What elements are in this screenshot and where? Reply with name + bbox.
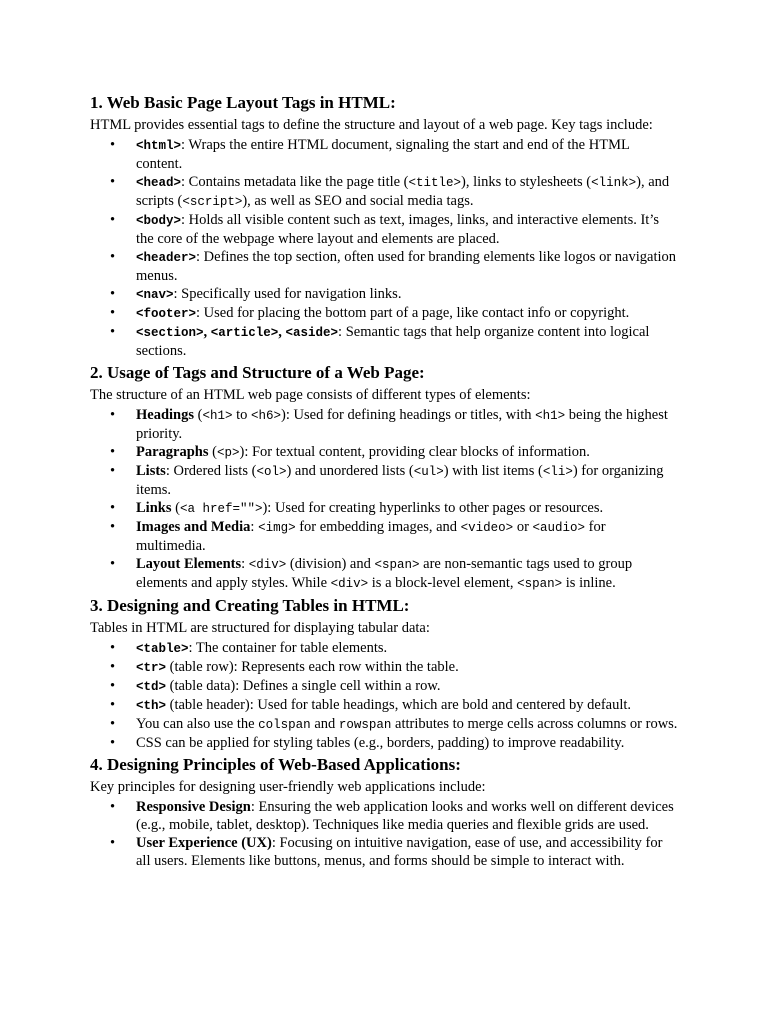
list-item	[136, 248, 678, 285]
code-text: <a href="">	[179, 502, 263, 516]
section-heading: 1. Web Basic Page Layout Tags in HTML:	[90, 93, 396, 112]
code-text: <footer>	[136, 307, 197, 321]
item-text: ), as well as SEO and social media tags.	[242, 193, 474, 209]
item-text: : Focusing on intuitive navigation, ease of use, and accessibility for all users. Elements like buttons, menus, and forms should be simple to interact with.	[136, 835, 663, 869]
item-text: CSS can be applied for styling tables (e.g., borders, padding) to improve readability.	[136, 735, 625, 751]
bold-text: Responsive Design	[136, 799, 251, 815]
item-text: :	[250, 519, 259, 535]
item-text: or	[513, 519, 533, 535]
section-heading: 4. Designing Principles of Web-Based Applications:	[90, 755, 461, 774]
item-text: : Contains metadata like the page title (	[181, 174, 409, 190]
bullet-list	[90, 136, 678, 360]
list-item	[136, 136, 678, 173]
item-text: ), links to stylesheets (	[461, 174, 592, 190]
list-item	[136, 798, 678, 834]
code-text: <th>	[136, 699, 167, 713]
list-item	[136, 734, 678, 752]
bold-text: Layout Elements	[136, 556, 242, 572]
list-item	[136, 323, 678, 360]
item-text: ): Used for defining headings or titles, with	[281, 407, 536, 423]
code-text: <aside>	[285, 326, 339, 340]
code-text: <h1>	[535, 409, 566, 423]
item-text: : Ensuring the web application looks and works well on different devices (e.g., mobile, tablet, desktop). Techniques like media queries and flexible grids are used.	[136, 799, 674, 833]
item-text: ), and scripts (	[136, 174, 670, 209]
item-text: is inline.	[562, 575, 616, 591]
list-item	[136, 211, 678, 248]
code-text: <article>	[210, 326, 279, 340]
item-text: (table data): Defines a single cell within a row.	[166, 678, 441, 694]
section-2	[90, 362, 678, 593]
item-text: (	[171, 500, 180, 516]
item-text: are non-semantic tags used to group elements and apply styles. While	[136, 556, 633, 591]
section-4	[90, 754, 678, 870]
code-text: <body>	[136, 214, 182, 228]
item-text: : Ordered lists (	[165, 463, 257, 479]
list-item	[136, 406, 678, 443]
code-text: <td>	[136, 680, 167, 694]
item-text: (division) and	[286, 556, 375, 572]
item-text: : Specifically used for navigation links.	[173, 286, 402, 302]
section-intro: Key principles for designing user-friendly web applications include:	[90, 779, 486, 795]
code-text: <img>	[258, 521, 296, 535]
code-text: <div>	[330, 577, 369, 591]
bold-text: ,	[203, 324, 211, 340]
section-3	[90, 595, 678, 752]
list-item	[136, 834, 678, 870]
code-text: <header>	[136, 251, 197, 265]
list-item	[136, 555, 678, 593]
bold-text: Headings	[136, 407, 195, 423]
item-text: ) and unordered lists (	[286, 463, 414, 479]
code-text: rowspan	[338, 718, 392, 732]
item-text: ): Used for creating hyperlinks to other pages or resources.	[262, 500, 604, 516]
code-text: <section>	[136, 326, 204, 340]
item-text: (table header): Used for table headings, which are bold and centered by default.	[166, 697, 632, 713]
list-item	[136, 499, 678, 518]
item-text: (	[194, 407, 203, 423]
code-text: <html>	[136, 139, 182, 153]
item-text: is a block-level element,	[368, 575, 518, 591]
code-text: <p>	[216, 446, 240, 460]
item-text: You can also use the	[136, 716, 259, 732]
list-item	[136, 639, 678, 658]
bold-text: Paragraphs	[136, 444, 209, 460]
code-text: <li>	[542, 465, 573, 479]
section-intro: The structure of an HTML web page consists of different types of elements:	[90, 387, 531, 403]
list-item	[136, 304, 678, 323]
code-text: <video>	[460, 521, 514, 535]
bullet-list	[90, 406, 678, 593]
item-text: for embedding images, and	[295, 519, 461, 535]
list-item	[136, 443, 678, 462]
bullet-list	[90, 798, 678, 870]
item-text: : Used for placing the bottom part of a page, like contact info or copyright.	[196, 305, 630, 321]
item-text: : Holds all visible content such as text, images, links, and interactive elements. It’s the core of the webpage where layout and elements are placed.	[136, 212, 660, 247]
bullet-list	[90, 639, 678, 752]
section-heading: 3. Designing and Creating Tables in HTML:	[90, 596, 410, 615]
code-text: colspan	[258, 718, 311, 732]
bold-text: ,	[278, 324, 286, 340]
item-text: for multimedia.	[136, 519, 606, 554]
code-text: <h6>	[251, 409, 282, 423]
item-text: ) for organizing items.	[136, 463, 664, 498]
item-text: (table row): Represents each row within the table.	[166, 659, 459, 675]
code-text: <ol>	[256, 465, 287, 479]
code-text: <h1>	[202, 409, 233, 423]
item-text: (	[208, 444, 217, 460]
list-item	[136, 285, 678, 304]
code-text: <script>	[182, 195, 243, 209]
code-text: <div>	[248, 558, 287, 572]
code-text: <link>	[591, 176, 637, 190]
bold-text: User Experience (UX)	[136, 835, 272, 851]
bold-text: Lists	[136, 463, 166, 479]
code-text: <nav>	[136, 288, 174, 302]
list-item	[136, 173, 678, 211]
item-text: : Semantic tags that help organize content into logical sections.	[136, 324, 650, 359]
item-text: being the highest priority.	[136, 407, 668, 442]
item-text: :	[241, 556, 249, 572]
list-item	[136, 677, 678, 696]
section-1	[90, 92, 678, 360]
code-text: <title>	[408, 176, 462, 190]
section-intro: HTML provides essential tags to define the structure and layout of a web page. Key tags include:	[90, 117, 653, 133]
code-text: <span>	[374, 558, 420, 572]
list-item	[136, 462, 678, 499]
item-text: to	[232, 407, 252, 423]
code-text: <ul>	[413, 465, 444, 479]
list-item	[136, 518, 678, 555]
list-item	[136, 696, 678, 715]
code-text: <audio>	[532, 521, 586, 535]
list-item	[136, 658, 678, 677]
list-item	[136, 715, 678, 734]
item-text: : Wraps the entire HTML document, signaling the start and end of the HTML content.	[136, 137, 630, 172]
item-text: attributes to merge cells across columns or rows.	[391, 716, 678, 732]
item-text: ) with list items (	[443, 463, 543, 479]
item-text: : The container for table elements.	[188, 640, 388, 656]
bold-text: Images and Media	[136, 519, 251, 535]
code-text: <table>	[136, 642, 189, 656]
item-text: and	[310, 716, 339, 732]
item-text: ): For textual content, providing clear blocks of information.	[239, 444, 590, 460]
bold-text: Links	[136, 500, 172, 516]
code-text: <head>	[136, 176, 182, 190]
item-text: : Defines the top section, often used for branding elements like logos or navigation menus.	[136, 249, 677, 284]
code-text: <tr>	[136, 661, 167, 675]
section-intro: Tables in HTML are structured for displaying tabular data:	[90, 620, 430, 636]
code-text: <span>	[517, 577, 563, 591]
section-heading: 2. Usage of Tags and Structure of a Web Page:	[90, 363, 425, 382]
